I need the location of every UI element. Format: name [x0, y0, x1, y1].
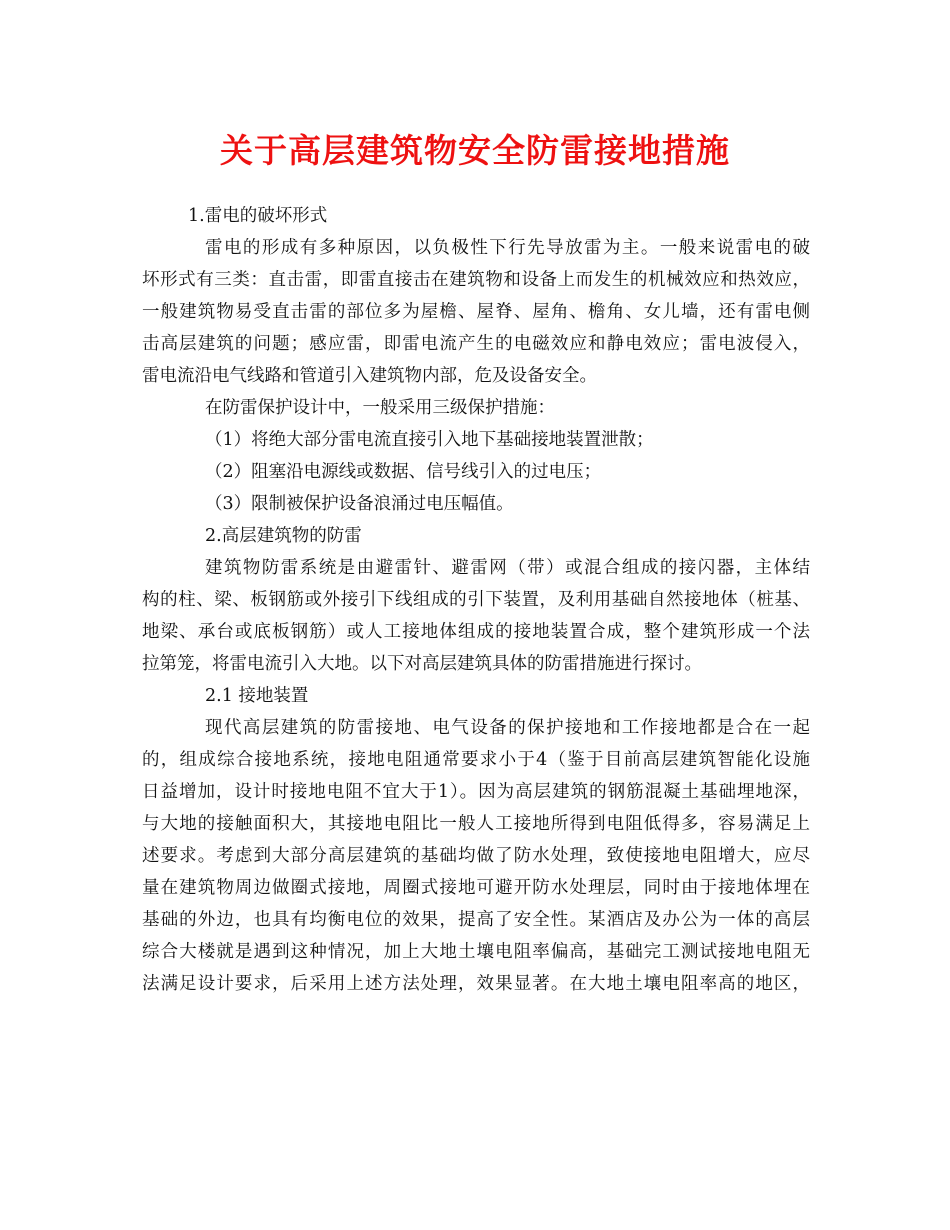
text-line: 基础的外边，也具有均衡电位的效果，提高了安全性。某酒店及办公为一体的高层	[142, 910, 810, 930]
text-line: （3）限制被保护设备浪涌过电压幅值。	[205, 494, 514, 514]
text-line: 建筑物防雷系统是由避雷针、避雷网（带）或混合组成的接闪器，主体结	[205, 558, 810, 578]
text-line: 构的柱、梁、板钢筋或外接引下线组成的引下装置，及利用基础自然接地体（桩基、	[142, 590, 810, 610]
text-line: 拉第笼，将雷电流引入大地。以下对高层建筑具体的防雷措施进行探讨。	[142, 654, 702, 674]
text-line: 现代高层建筑的防雷接地、电气设备的保护接地和工作接地都是合在一起	[205, 718, 810, 738]
text-line: 击高层建筑的问题；感应雷，即雷电流产生的电磁效应和静电效应；雷电波侵入，	[142, 334, 810, 354]
text-line: 量在建筑物周边做圈式接地，周圈式接地可避开防水处理层，同时由于接地体埋在	[142, 878, 810, 898]
text-line: 坏形式有三类：直击雷，即雷直接击在建筑物和设备上而发生的机械效应和热效应，	[142, 270, 810, 290]
text-line: 2.1 接地装置	[205, 686, 309, 706]
text-line: 日益增加，设计时接地电阻不宜大于1）。因为高层建筑的钢筋混凝土基础埋地深，	[142, 782, 810, 802]
text-line: （1）将绝大部分雷电流直接引入地下基础接地装置泄散；	[205, 430, 654, 450]
text-line: 法满足设计要求，后采用上述方法处理，效果显著。在大地土壤电阻率高的地区，	[142, 974, 810, 994]
text-line: 2.高层建筑物的防雷	[205, 526, 362, 546]
text-line: 地梁、承台或底板钢筋）或人工接地体组成的接地装置合成，整个建筑形成一个法	[142, 622, 810, 642]
text-line: 雷电的形成有多种原因，以负极性下行先导放雷为主。一般来说雷电的破	[205, 238, 810, 258]
text-line: 述要求。考虑到大部分高层建筑的基础均做了防水处理，致使接地电阻增大，应尽	[142, 846, 810, 866]
document-body	[142, 200, 810, 1000]
text-line: 与大地的接触面积大，其接地电阻比一般人工接地所得到电阻低得多，容易满足上	[142, 814, 810, 834]
text-line: 雷电流沿电气线路和管道引入建筑物内部，危及设备安全。	[142, 366, 597, 386]
text-line: 的，组成综合接地系统，接地电阻通常要求小于4（鉴于目前高层建筑智能化设施	[142, 750, 810, 770]
text-line: 综合大楼就是遇到这种情况，加上大地土壤电阻率偏高，基础完工测试接地电阻无	[142, 942, 810, 962]
text-line: 在防雷保护设计中，一般采用三级保护措施：	[205, 398, 555, 418]
text-line: 1.雷电的破坏形式	[188, 206, 328, 226]
text-line: （2）阻塞沿电源线或数据、信号线引入的过电压；	[205, 462, 602, 482]
document-title: 关于高层建筑物安全防雷接地措施	[220, 131, 730, 170]
text-line: 一般建筑物易受直击雷的部位多为屋檐、屋脊、屋角、檐角、女儿墙，还有雷电侧	[142, 302, 810, 322]
